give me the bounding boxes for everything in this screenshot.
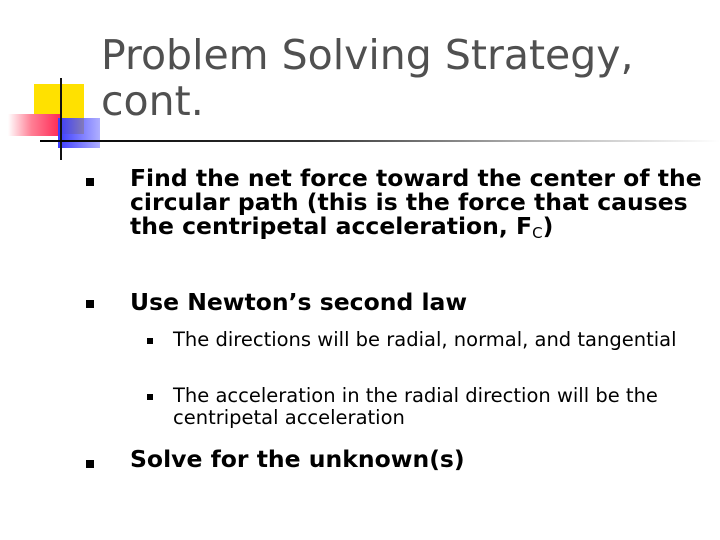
decor-blue-square (58, 118, 100, 148)
bullet-suffix: ) (542, 212, 554, 240)
decor-vertical-line (60, 78, 62, 160)
title-underline (40, 140, 720, 142)
bullet-newtons-law: Use Newton’s second law (130, 288, 468, 316)
bullet-net-force (130, 164, 705, 242)
decor-red-bar (8, 114, 60, 136)
bullet-square-icon (86, 178, 94, 186)
slide-title: Problem Solving Strategy, cont. (101, 31, 634, 125)
bullet-text: Find the net force toward the center of the circular path (this is the force that causes the centripetal acceleration, F (130, 164, 702, 240)
bullet-solve: Solve for the unknown(s) (130, 445, 465, 473)
sub-bullet-directions: The directions will be radial, normal, and tangential (173, 328, 677, 351)
sub-bullet-square-icon (147, 338, 153, 344)
sub-bullet-acceleration: The acceleration in the radial direction will be the centripetal acceleration (173, 384, 658, 429)
bullet-square-icon (86, 460, 94, 468)
subscript: C (532, 224, 543, 242)
sub-bullet-square-icon (147, 394, 153, 400)
bullet-square-icon (86, 300, 94, 308)
